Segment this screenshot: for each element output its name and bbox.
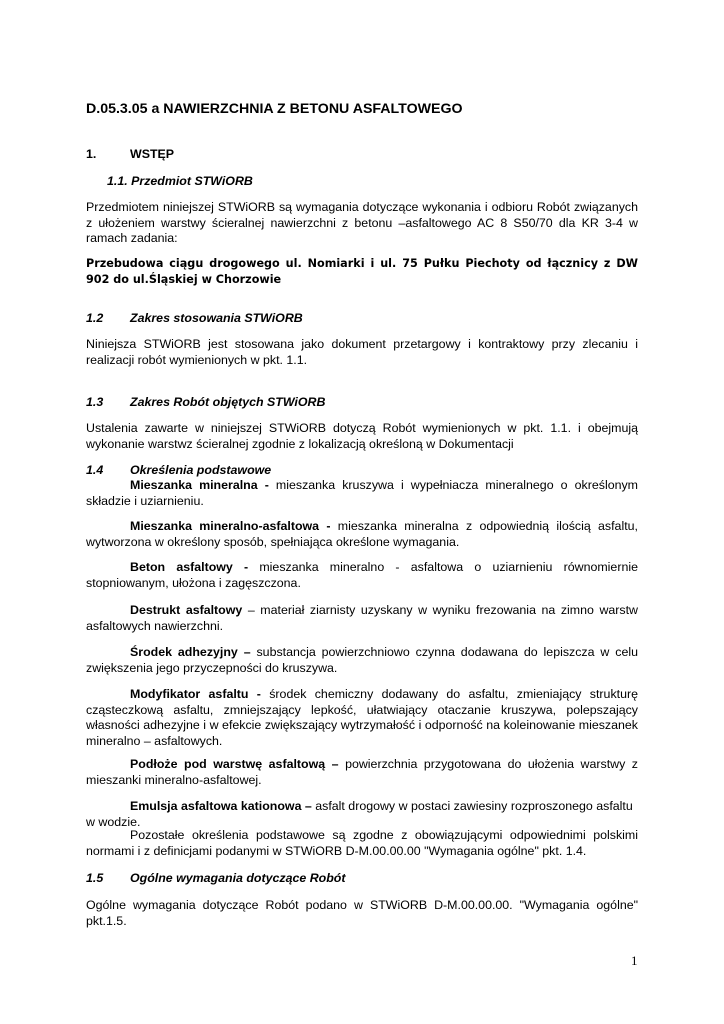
definition-term: Podłoże pod warstwę asfaltową – (130, 757, 339, 771)
definition-text: – materiał ziarnisty uzyskany w wyniku frezowania na zimno warstw asfaltowych nawierzchni. (86, 603, 638, 633)
definition-text: mieszanka mineralna z odpowiednią ilością asfaltu, wytworzona w określony sposób, spełniająca określone wymagania. (86, 519, 638, 549)
definition-text: substancja powierzchniowo czynna dodawana do lepiszcza w celu zwiększenia jego przyczepności do kruszywa. (86, 645, 638, 675)
definition-1 (86, 478, 638, 509)
section-1-5-paragraph: Ogólne wymagania dotyczące Robót podano w STWiORB D-M.00.00.00. "Wymagania ogólne" pkt.1.5. (86, 898, 638, 928)
section-1-number: 1. (86, 147, 97, 161)
section-1-title: WSTĘP (130, 147, 175, 161)
section-1-1-title: 1.1. Przedmiot STWiORB (107, 174, 253, 188)
definition-6 (86, 687, 638, 749)
section-1-4-number: 1.4 (86, 463, 104, 477)
definition-term: Środek adhezyjny – (130, 645, 251, 659)
definition-term: Modyfikator asfaltu - (130, 687, 261, 701)
page-number: 1 (631, 953, 638, 968)
definition-text: mieszanka kruszywa i wypełniacza mineralnego o określonym składzie i uziarnieniu. (86, 478, 639, 508)
definition-term: Destrukt asfaltowy (130, 603, 243, 617)
definition-2 (86, 519, 638, 550)
definitions-closing-text: Pozostałe określenia podstawowe są zgodne z obowiązującymi odpowiednimi polskimi normami i z definicjami podanymi w STWiORB D-M.00.00.00 "Wymagania ogólne" pkt. 1.4. (86, 828, 638, 858)
section-1-5-number: 1.5 (86, 871, 104, 885)
section-1-3-paragraph: Ustalenia zawarte w niniejszej STWiORB dotyczą Robót wymienionych w pkt. 1.1. i obejmują wykonanie warstwz ścieralnej zgodnie z lokalizacją określoną w Dokumentacji (86, 421, 638, 451)
definition-text: środek chemiczny dodawany do asfaltu, zmieniający strukturę cząsteczkową asfaltu, zmniejszający lepkość, ułatwiający otaczanie kruszywa, polepszający własności adhezyjne i w efekcie zwiększający wytrzymałość i odporność na koleinowanie mieszanek mineralno – asfaltowych. (86, 687, 638, 748)
definition-4 (86, 603, 638, 634)
definitions-closing (86, 828, 638, 859)
section-1-2-number: 1.2 (86, 311, 104, 325)
section-1-3-title: Zakres Robót objętych STWiORB (130, 395, 326, 409)
definition-text: mieszanka mineralno - asfaltowa o uziarnieniu równomiernie stopniowanym, ułożona i zagęszczona. (86, 560, 638, 590)
definition-8 (86, 799, 638, 830)
definition-text: powierzchnia przygotowana do ułożenia warstwy z mieszanki mineralno-asfaltowej. (86, 757, 639, 787)
section-1-2-title: Zakres stosowania STWiORB (130, 311, 303, 325)
section-1-3-number: 1.3 (86, 395, 104, 409)
document-title: D.05.3.05 a NAWIERZCHNIA Z BETONU ASFALTOWEGO (86, 101, 463, 117)
definition-term: Emulsja asfaltowa kationowa – (130, 799, 312, 813)
section-1-4-title: Określenia podstawowe (130, 463, 272, 477)
definition-term: Mieszanka mineralna - (130, 478, 269, 492)
definition-7 (86, 757, 638, 788)
section-1-1-paragraph: Przedmiotem niniejszej STWiORB są wymagania dotyczące wykonania i odbioru Robót związanych z ułożeniem warstwy ścieralnej nawierzchni z betonu –asfaltowego AC 8 S50/70 dla KR 3-4 w ramach zadania: (86, 200, 638, 246)
section-1-5-title: Ogólne wymagania dotyczące Robót (130, 871, 346, 885)
definition-3 (86, 560, 638, 591)
section-1-2-paragraph: Niniejsza STWiORB jest stosowana jako dokument przetargowy i kontraktowy przy zlecaniu i realizacji robót wymienionych w pkt. 1.1. (86, 337, 638, 367)
definition-term: Beton asfaltowy - (130, 560, 249, 574)
definition-5 (86, 645, 638, 676)
definition-text: asfalt drogowy w postaci zawiesiny rozproszonego asfaltu w wodzie. (86, 799, 633, 829)
project-name: Przebudowa ciągu drogowego ul. Nomiarki i ul. 75 Pułku Piechoty od łącznicy z DW 902 do ul.Śląskiej w Chorzowie (86, 257, 638, 286)
definition-term: Mieszanka mineralno-asfaltowa - (130, 519, 331, 533)
